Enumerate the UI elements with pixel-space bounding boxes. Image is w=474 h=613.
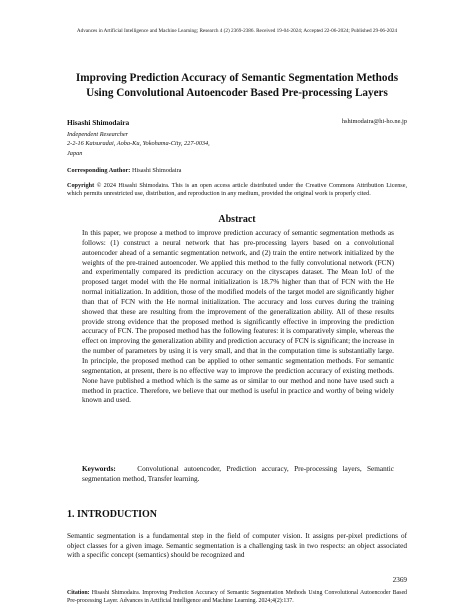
affiliation-line: 2-2-16 Katsuradai, Aoba-Ku, Yokohama-City, 227-0034, [67, 140, 210, 148]
section-heading-introduction: 1. INTRODUCTION [67, 509, 158, 520]
citation [67, 589, 407, 606]
keywords [82, 465, 394, 485]
keywords-label: Keywords: [82, 465, 116, 473]
corresponding-label: Corresponding Author: [67, 167, 131, 174]
author-email[interactable]: hshimodaira@hi-ho.ne.jp [341, 118, 407, 125]
abstract-body: In this paper, we propose a method to improve prediction accuracy of semantic segmentation methods as follows: (1) construct a neural network that has pre-processing layers based on a convolutional autoencoder ahead of a semantic segmentation network, and (2) train the entire network initialized by the weights of the pre-trained autoencoder. We applied this method to the fully convolutional network (FCN) and experimentally compared its prediction accuracy on the cityscapes dataset. The Mean IoU of the proposed target model with the He normal initialization is 18.7% higher than that of FCN with the He normal initialization. In addition, those of the modified models of the target model are significantly higher than that of FCN with the He normal initialization. The accuracy and loss curves during the training showed that these are resulting from the improvement of the generalization ability. All of these results provide strong evidence that the proposed method is significantly effective in improving the prediction accuracy of FCN. The proposed method has the following features: it is comparatively simple, whereas the effect on improving the generalization ability and prediction accuracy of FCN is significant; the increase in the number of parameters by using it is very small, and that in the computation time is substantially large. In principle, the proposed method can be applied to other semantic segmentation methods. For semantic segmentation, at present, there is no effective way to improve the prediction accuracy of existing methods. None have published a method which is the same as or similar to our method and none have used such a method in practice. Therefore, we believe that our method is useful in practice and worthy of being widely known and used. [82, 229, 394, 405]
citation-text: Hisashi Shimodaira. Improving Prediction Accuracy of Semantic Segmentation Methods Using Convolutional Autoencoder Based Pre-processing Layer. Advances in Artificial Intelligence and Machine Learning. 2024;4(2):137. [67, 590, 407, 605]
affiliation-line: Independent Researcher [67, 131, 129, 138]
keywords-text: Convolutional autoencoder, Prediction accuracy, Pre-processing layers, Semantic segmentation method, Transfer learning. [82, 465, 394, 483]
citation-label: Citation: [67, 590, 90, 596]
author-row [67, 118, 407, 128]
corresponding-name: Hisashi Shimodaira [131, 167, 182, 174]
copyright-notice [67, 182, 407, 199]
page-number: 2369 [392, 576, 407, 584]
title-line-2: Using Convolutional Autoencoder Based Pre-processing Layers [86, 87, 388, 99]
copyright-label: Copyright [67, 182, 95, 189]
author-name: Hisashi Shimodaira [67, 118, 130, 127]
paper-title [40, 71, 434, 101]
abstract-heading: Abstract [218, 214, 256, 225]
title-line-1: Improving Prediction Accuracy of Semantic Segmentation Methods [75, 72, 399, 84]
introduction-body: Semantic segmentation is a fundamental step in the field of computer vision. It assigns per-pixel predictions of object classes for a given image. Semantic segmentation is a challenging task in two respects: an object associated with a specific concept (semantics) should be recognized and [67, 532, 407, 560]
copyright-text: © 2024 Hisashi Shimodaira. This is an open access article distributed under the Creative Commons Attribution License, which permits unrestricted use, distribution, and reproduction in any medium, provided the original work is properly cited. [67, 182, 408, 198]
author-affiliation [67, 130, 287, 158]
affiliation-line: Japan [67, 149, 83, 157]
corresponding-author [67, 167, 407, 174]
running-header: Advances in Artificial Intelligence and Machine Learning; Research 4 (2) 2369-2386. Received 19-04-2024; Accepted 22-06-2024; Published 29-06-2024 [76, 28, 398, 34]
